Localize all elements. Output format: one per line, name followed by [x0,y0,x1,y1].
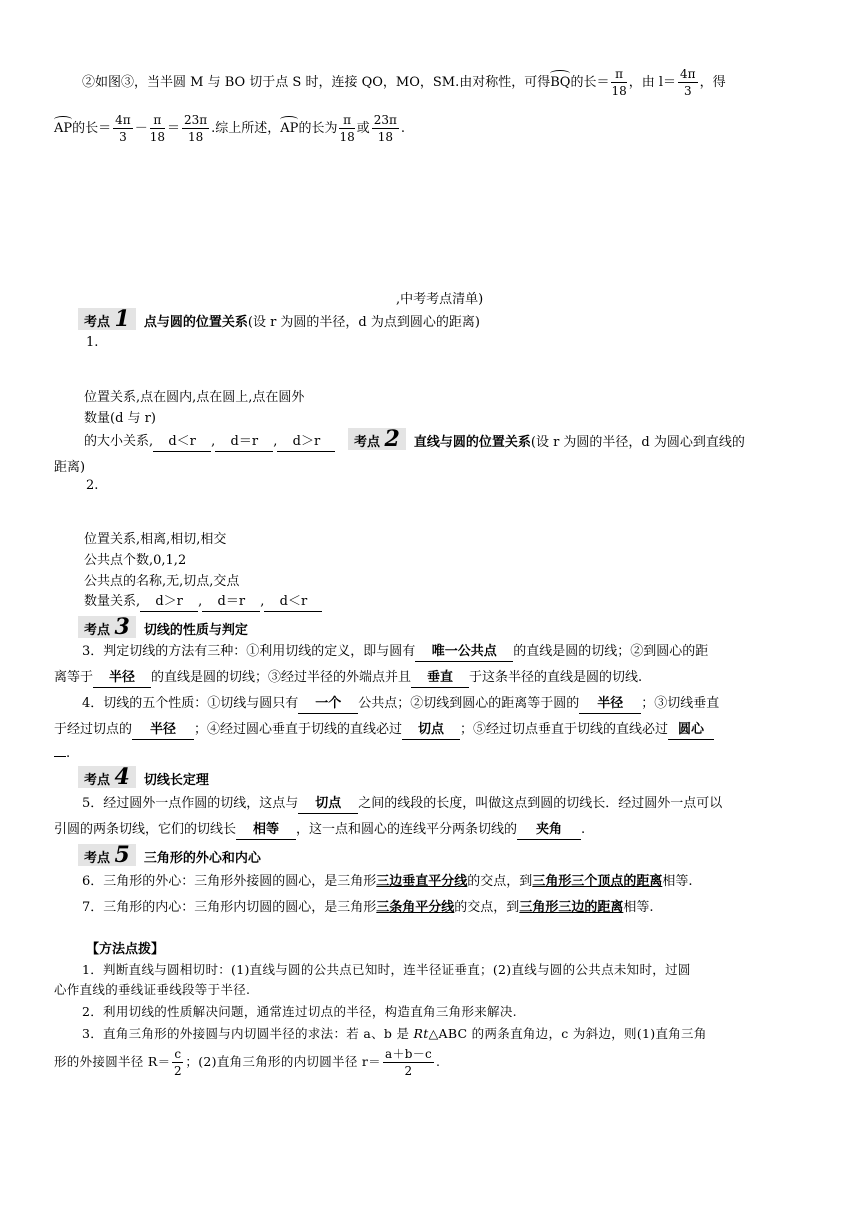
underlined-answer: 三边垂直平分线 [376,874,468,889]
text: 公共点；②切线到圆心的距离等于圆的 [358,696,580,711]
underlined-answer: 三条角平分线 [376,900,455,915]
comma: , [260,594,265,609]
text: 于经过切点的 [54,722,133,737]
text: ，这一点和圆心的连线平分两条切线的 [296,822,518,837]
fraction: $\frac{4\pi}{3}$ [680,67,696,98]
blank: d＜r [264,593,322,612]
kaodian-note: (设 r 为圆的半径，d 为点到圆心的距离) [247,315,480,330]
p4-line-3 [54,744,814,764]
blank [54,756,66,757]
kaodian-badge: 考点 1 [78,308,136,330]
intro-text: 的长＝ [72,121,112,136]
intro-line-1 [82,66,842,99]
text-italic: Rt [413,1026,429,1041]
text: 的交点，到 [454,900,520,915]
text: 相等. [623,900,654,915]
text: 离等于 [54,670,94,685]
intro-text: ＝ [166,121,180,136]
kd2-index: 2. [86,478,99,493]
kaodian-title: 直线与圆的位置关系 [413,435,531,450]
kd1-index: 1. [86,335,99,350]
p3-line-1 [82,642,842,662]
tips-1b: 心作直线的垂线证垂线段等于半径. [54,982,251,997]
blank: d＞r [140,593,198,612]
kaodian-badge: 考点 2 [348,428,406,450]
blank: d＝r [202,593,260,612]
fraction: $\frac{\pi}{18}$ [611,67,627,98]
intro-text: . [400,121,406,136]
row-label: 的大小关系, [84,434,154,449]
kaodian-2-header [348,428,745,450]
text: 之间的线段的长度，叫做这点到圆的切线长．经过圆外一点可以 [358,796,723,811]
text: 的直线是圆的切线；②到圆心的距 [513,644,709,659]
underlined-answer: 三角形三边的距离 [519,900,624,915]
kd2-note-cont: 距离) [54,460,86,475]
kd2-row: 公共点的名称,无,切点,交点 [84,574,240,589]
text: 引圆的两条切线，它们的切线长 [54,822,237,837]
intro-text: － [134,121,148,136]
p3-line-2 [54,668,814,688]
text: ；③切线垂直 [641,696,720,711]
text: 6．三角形的外心：三角形外接圆的圆心，是三角形 [82,874,377,889]
text: 于这条半径的直线是圆的切线. [469,670,643,685]
tips-3b [54,1046,814,1079]
comma: , [198,594,203,609]
tips-1a: 1．判断直线与圆相切时：(1)直线与圆的公共点已知时，连半径证垂直；(2)直线与圆的公共点未知时，过圆 [82,962,691,977]
kd2-row-4 [84,592,322,612]
text: 3．直角三角形的外接圆与内切圆半径的求法：若 a、b 是 [82,1026,414,1041]
arc-ap: AP [280,119,298,139]
kaodian-1-header [78,308,480,330]
text: 4．切线的五个性质：①切线与圆只有 [82,696,299,711]
blank: 圆心 [668,721,714,740]
text: ；⑤经过切点垂直于切线的直线必过 [460,722,669,737]
text: 3．判定切线的方法有三种：①利用切线的定义，即与圆有 [82,644,416,659]
fraction: $\frac{c}{2}$ [173,1047,182,1078]
p4-line-1 [82,694,842,714]
comma: , [273,434,278,449]
fraction: $\frac{4\pi}{3}$ [115,113,131,144]
fraction: $\frac{a+b-c}{2}$ [384,1047,433,1078]
text: △ABC 的两条直角边，c 为斜边，则(1)直角三角 [428,1026,707,1041]
blank: d＝r [215,433,273,452]
intro-line-2 [54,112,814,145]
intro-text: ②如图③，当半圆 M 与 BO 切于点 S 时，连接 QO，MO，SM.由对称性，可得 [82,75,551,90]
arc-ap: AP [54,119,72,139]
blank: 一个 [298,695,358,714]
text: . [436,1054,441,1069]
blank: 切点 [298,795,358,814]
blank: 半径 [579,695,641,714]
text: 7．三角形的内心：三角形内切圆的圆心，是三角形 [82,900,377,915]
kaodian-title: 切线长定理 [143,773,209,788]
kaodian-title: 切线的性质与判定 [143,623,248,638]
tips-title: 【方法点拨】 [86,942,165,957]
blank: 垂直 [411,669,469,688]
text: 形的外接圆半径 R＝ [54,1054,171,1069]
kaodian-4-header [78,766,209,788]
kaodian-5-header [78,844,261,866]
text: ；④经过圆心垂直于切线的直线必过 [194,722,403,737]
intro-text: 的长为 [298,121,338,136]
intro-text: 的长＝ [570,75,610,90]
p5-line-1 [82,794,842,814]
row-label: 数量关系, [84,594,141,609]
blank: 相等 [236,821,296,840]
kaodian-badge: 考点 5 [78,844,136,866]
blank: 切点 [402,721,460,740]
text: 相等. [662,874,693,889]
blank: d＞r [277,433,335,452]
kaodian-badge: 考点 3 [78,616,136,638]
p5-line-2 [54,820,814,840]
kaodian-3-header [78,616,248,638]
intro-text: ，得 [699,75,726,90]
p7 [82,898,842,918]
fraction: $\frac{23\pi}{18}$ [184,113,208,144]
blank: d＜r [153,433,211,452]
blank: 唯一公共点 [415,643,513,662]
text: 的直线是圆的切线；③经过半径的外端点并且 [151,670,412,685]
comma: , [211,434,216,449]
text: . [66,746,71,761]
tips-2: 2．利用切线的性质解决问题，通常连过切点的半径，构造直角三角形来解决. [82,1004,517,1019]
kd1-row: 数量(d 与 r) [84,411,156,426]
kaodian-badge: 考点 4 [78,766,136,788]
blank: 半径 [132,721,194,740]
arc-bq: BQ [550,73,570,93]
text: 的交点，到 [467,874,533,889]
p4-line-2 [54,720,814,740]
kaodian-note: (设 r 为圆的半径，d 为圆心到直线的 [530,435,745,450]
intro-text: 或 [356,121,370,136]
underlined-answer: 三角形三个顶点的距离 [532,874,663,889]
kd2-row: 公共点个数,0,1,2 [84,553,187,568]
tips-3a [82,1024,842,1044]
intro-text: .综上所述， [211,121,281,136]
fraction: $\frac{\pi}{18}$ [149,113,165,144]
text: 5．经过圆外一点作圆的切线，这点与 [82,796,299,811]
fraction: $\frac{\pi}{18}$ [339,113,355,144]
section-title: ,中考考点清单) [396,292,484,307]
blank: 夹角 [517,821,581,840]
intro-text: ，由 l＝ [628,75,677,90]
fraction: $\frac{23\pi}{18}$ [373,113,397,144]
text: . [581,822,586,837]
kd2-row: 位置关系,相离,相切,相交 [84,532,227,547]
kaodian-title: 点与圆的位置关系 [143,315,248,330]
kaodian-title: 三角形的外心和内心 [143,851,261,866]
p6 [82,872,842,892]
kd1-row: 位置关系,点在圆内,点在圆上,点在圆外 [84,390,305,405]
blank: 半径 [93,669,151,688]
text: ；(2)直角三角形的内切圆半径 r＝ [185,1054,381,1069]
kd1-row-3 [84,432,335,452]
